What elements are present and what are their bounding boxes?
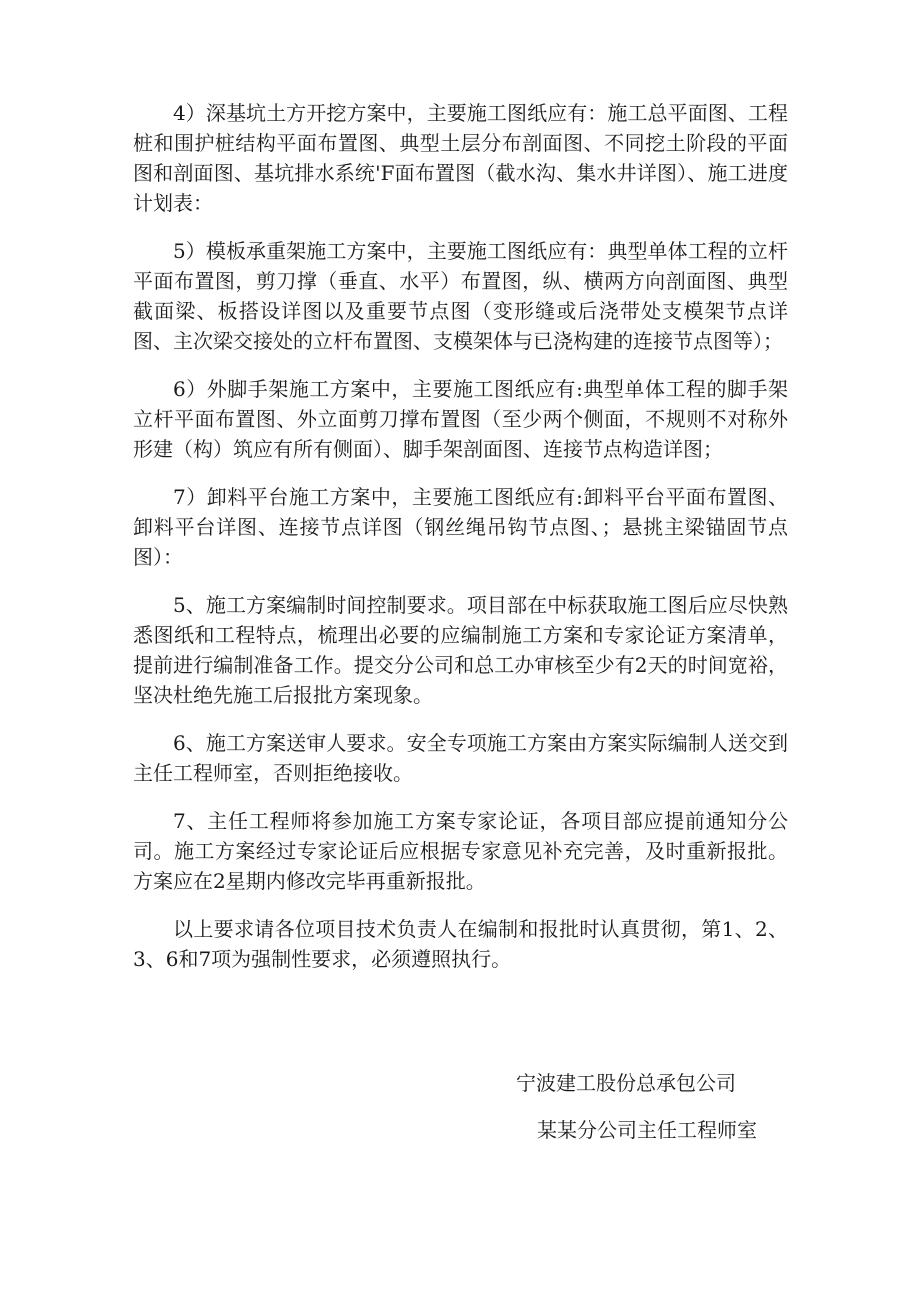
document-body [133,98,788,992]
paragraph-submitter-requirement: 6、施工方案送审人要求。安全专项施工方案由方案实际编制人送交到主任工程师室，否则拒绝接收。 [133,731,788,785]
paragraph-unloading-platform: 7）卸料平台施工方案中，主要施工图纸应有:卸料平台平面布置图、卸料平台详图、连接节点详图（钢丝绳吊钩节点图、；悬挑主梁锚固节点图）： [133,485,788,569]
paragraph-deep-foundation-pit: 4）深基坑土方开挖方案中，主要施工图纸应有：施工总平面图、工程桩和围护桩结构平面布置图、典型土层分布剖面图、不同挖土阶段的平面图和剖面图、基坑排水系统'F面布置图（截水沟、集水井详图）、施工进度计划表： [133,101,788,215]
paragraph-time-control: 5、施工方案编制时间控制要求。项目部在中标获取施工图后应尽快熟悉图纸和工程特点，梳理出必要的应编制施工方案和专家论证方案清单，提前进行编制准备工作。提交分公司和总工办审核至少有2天的时间宽裕，坚决杜绝先施工后报批方案现象。 [133,593,788,707]
paragraph-formwork-support: 5）模板承重架施工方案中，主要施工图纸应有：典型单体工程的立杆平面布置图，剪刀撑（垂直、水平）布置图，纵、横两方向剖面图、典型截面梁、板搭设详图以及重要节点图（变形缝或后浇带处支模架节点详图、主次梁交接处的立杆布置图、支模架体与已浇构建的连接节点图等）； [133,239,788,353]
paragraph-external-scaffold: 6）外脚手架施工方案中，主要施工图纸应有:典型单体工程的脚手架立杆平面布置图、外立面剪刀撑布置图（至少两个侧面，不规则不对称外形建（构）筑应有所有侧面）、脚手架剖面图、连接节点构造详图； [133,377,788,461]
paragraph-expert-review: 7、主任工程师将参加施工方案专家论证，各项目部应提前通知分公司。施工方案经过专家论证后应根据专家意见补充完善，及时重新报批。方案应在2星期内修改完毕再重新报批。 [133,809,788,893]
paragraph-closing-note: 以上要求请各位项目技术负责人在编制和报批时认真贯彻，第1、2、3、6和7项为强制性要求，必须遵照执行。 [133,917,788,971]
signature-company: 宁波建工股份总承包公司 [516,1071,736,1095]
signature-office: 某某分公司主任工程师室 [537,1118,757,1142]
